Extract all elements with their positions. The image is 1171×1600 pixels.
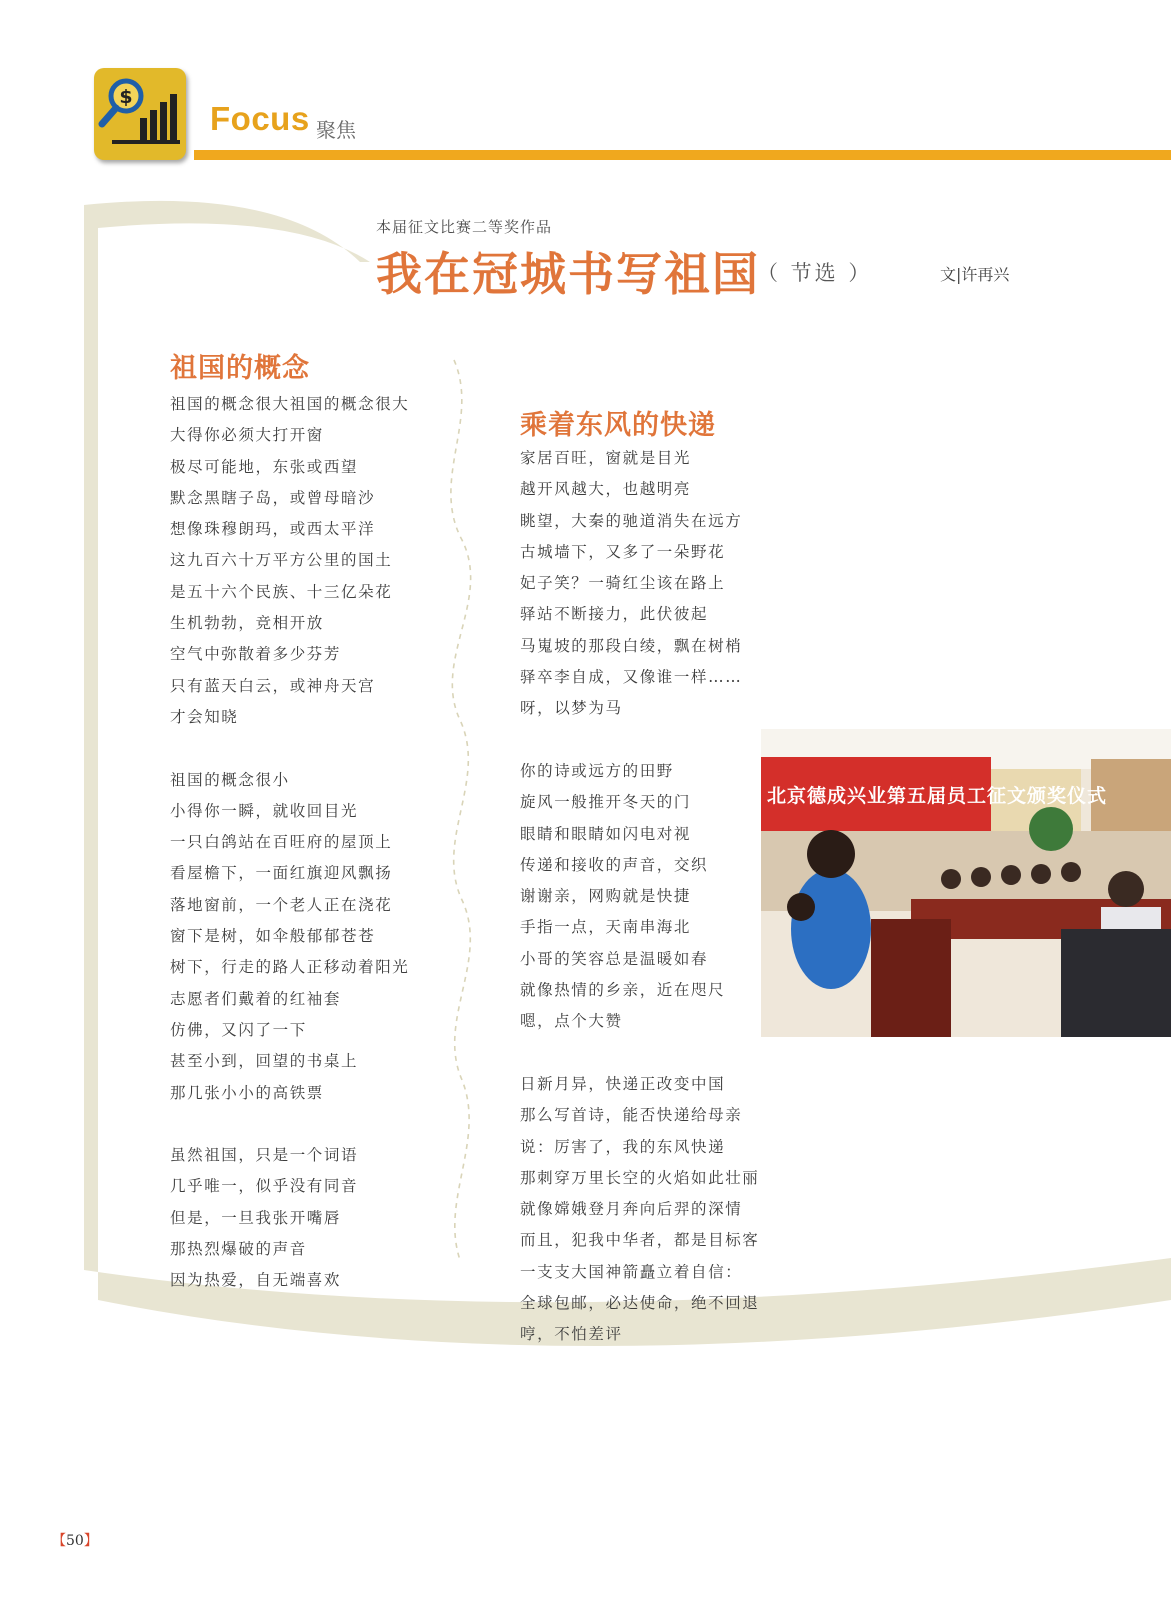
article-subtitle: 本届征文比赛二等奖作品 [376, 218, 553, 236]
poem-line: 才会知晓 [170, 707, 239, 726]
poem-line: 空气中弥散着多少芬芳 [170, 645, 342, 664]
poem-line: 驿站不断接力，此伏彼起 [520, 605, 709, 624]
poem-line: 那刺穿万里长空的火焰如此壮丽 [520, 1168, 760, 1187]
page-bracket-right: 】 [83, 1533, 98, 1549]
poem-line: 生机勃勃，竞相开放 [170, 614, 324, 633]
page-bracket-left: 【 [52, 1533, 66, 1549]
left-poem [170, 389, 409, 1297]
poem-line: 想像珠穆朗玛，或西太平洋 [170, 520, 376, 539]
poem-line: 一只白鸽站在百旺府的屋顶上 [170, 833, 393, 852]
poem-line: 只有蓝天白云，或神舟天宫 [170, 676, 376, 695]
stanza-gap [170, 733, 409, 764]
poem-line: 你的诗或远方的田野 [520, 761, 674, 780]
poem-line: 而且，犯我中华者，都是目标客 [520, 1231, 760, 1250]
poem-line: 树下，行走的路人正移动着阳光 [170, 958, 410, 977]
poem-line: 是五十六个民族、十三亿朵花 [170, 582, 393, 601]
poem-line: 传递和接收的声音，交织 [520, 855, 709, 874]
stanza-gap [170, 1109, 409, 1140]
section-label-zh: 聚焦 [316, 118, 356, 142]
event-photo [761, 729, 1171, 1037]
meeting-room-scene [761, 729, 1171, 1037]
poem-line: 因为热爱，自无端喜欢 [170, 1271, 342, 1290]
poem-line: 哼，不怕差评 [520, 1325, 623, 1344]
poem-line: 志愿者们戴着的红袖套 [170, 989, 342, 1008]
poem-line: 旋风一般推开冬天的门 [520, 793, 692, 812]
poem-line: 日新月异，快递正改变中国 [520, 1074, 726, 1093]
poem-line: 极尽可能地，东张或西望 [170, 457, 359, 476]
poem-line: 嗯，点个大赞 [520, 1012, 623, 1031]
poem-line: 那热烈爆破的声音 [170, 1240, 307, 1259]
poem-line: 全球包邮，必达使命，绝不回退 [520, 1294, 760, 1313]
poem-line: 妃子笑？一骑红尘该在路上 [520, 574, 726, 593]
title-note: （ 节选 ） [757, 261, 873, 285]
poem-line: 窗下是树，如伞般郁郁苍苍 [170, 927, 376, 946]
poem-line: 看屋檐下，一面红旗迎风飘扬 [170, 864, 393, 883]
left-section-heading: 祖国的概念 [170, 353, 310, 384]
poem-line: 小得你一瞬，就收回目光 [170, 801, 359, 820]
poem-line: 说：厉害了，我的东风快递 [520, 1137, 726, 1156]
poem-line: 越开风越大，也越明亮 [520, 480, 692, 499]
poem-line: 谢谢亲，网购就是快捷 [520, 887, 692, 906]
page-number [52, 1530, 98, 1550]
poem-line: 小哥的笑容总是温暖如春 [520, 949, 709, 968]
poem-line: 就像嫦娥登月奔向后羿的深情 [520, 1200, 743, 1219]
author-byline: 文|许再兴 [940, 265, 1010, 284]
poem-line: 虽然祖国，只是一个词语 [170, 1146, 359, 1165]
poem-line: 几乎唯一，似乎没有同音 [170, 1177, 359, 1196]
stanza-gap [520, 1038, 759, 1069]
section-logo [94, 68, 186, 160]
poem-line: 一支支大国神箭矗立着自信： [520, 1262, 743, 1281]
poem-line: 默念黑瞎子岛，或曾母暗沙 [170, 488, 376, 507]
dollar-magnifier-bar-chart-icon [94, 68, 186, 160]
stanza-gap [520, 725, 759, 756]
poem-line: 呀，以梦为马 [520, 699, 623, 718]
photo-banner-text: 北京德成兴业第五届员工征文颁奖仪式 [767, 785, 1108, 807]
header-rule [194, 150, 1171, 160]
page-number-value: 50 [66, 1533, 84, 1549]
poem-line: 那几张小小的高铁票 [170, 1083, 324, 1102]
poem-line: 驿卒李自成，又像谁一样…… [520, 668, 743, 687]
poem-line: 家居百旺，窗就是目光 [520, 449, 692, 467]
poem-line: 但是，一旦我张开嘴唇 [170, 1208, 342, 1227]
poem-line: 马嵬坡的那段白绫，飘在树梢 [520, 636, 743, 655]
svg-text:$: $ [119, 86, 133, 108]
poem-line: 手指一点，天南串海北 [520, 918, 692, 937]
poem-line: 古城墙下，又多了一朵野花 [520, 542, 726, 561]
poem-line: 就像热情的乡亲，近在咫尺 [520, 981, 726, 1000]
poem-line: 眼睛和眼睛如闪电对视 [520, 824, 692, 843]
poem-line: 那么写首诗，能否快递给母亲 [520, 1106, 743, 1125]
right-section-heading: 乘着东风的快递 [520, 410, 716, 441]
poem-line: 眺望，大秦的驰道消失在远方 [520, 511, 743, 530]
poem-line: 仿佛，又闪了一下 [170, 1020, 307, 1039]
article-title: 我在冠城书写祖国 [376, 247, 760, 301]
poem-line: 落地窗前，一个老人正在浇花 [170, 895, 393, 914]
poem-line: 祖国的概念很小 [170, 770, 290, 789]
poem-line: 大得你必须大打开窗 [170, 426, 324, 445]
poem-line: 这九百六十万平方公里的国土 [170, 551, 393, 570]
right-poem [520, 443, 759, 1351]
poem-line: 祖国的概念很大祖国的概念很大 [170, 395, 410, 413]
poem-line: 甚至小到，回望的书桌上 [170, 1052, 359, 1071]
section-label-en: Focus [210, 100, 310, 137]
